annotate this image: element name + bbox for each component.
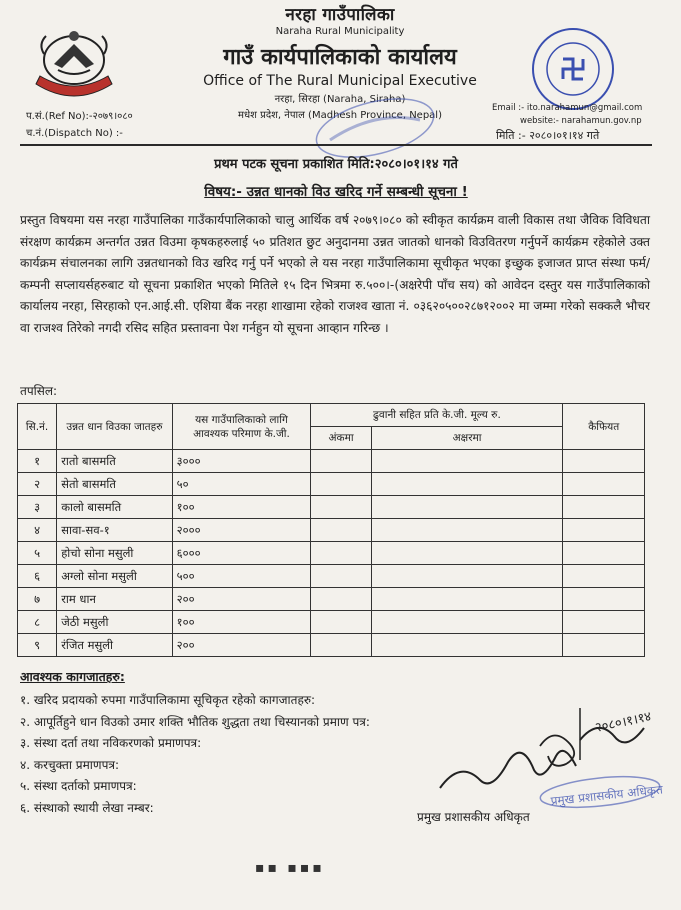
table-row — [18, 588, 645, 611]
svg-text:२०८०।१।१४: २०८०।१।१४ — [593, 709, 653, 736]
municipality-name-en: Naraha Rural Municipality — [275, 26, 405, 37]
table-row — [18, 565, 645, 588]
cell-price-figures[interactable] — [311, 634, 371, 657]
list-item: ३. संस्था दर्ता तथा नविकरणको प्रमाणपत्र: — [20, 736, 202, 750]
office-email: Email :- ito.narahamun@gmail.com — [492, 103, 643, 113]
cell-sn: २ — [18, 473, 57, 496]
col-header-quantity: यस गाउँपालिकाको लागि आवश्यक परिमाण के.जी. — [172, 404, 311, 450]
cell-remarks[interactable] — [563, 588, 645, 611]
cell-remarks[interactable] — [563, 519, 645, 542]
cell-variety: सावा-सव-१ — [57, 519, 172, 542]
municipality-name-np: नरहा गाउँपालिका — [285, 5, 395, 25]
list-item: ४. करचुक्ता प्रमाणपत्र: — [20, 757, 120, 772]
col-header-figures: अंकमा — [311, 427, 371, 450]
col-header-price: ढुवानी सहित प्रति के.जी. मूल्य रु. — [311, 404, 563, 427]
cell-price-words[interactable] — [371, 496, 563, 519]
cell-quantity: २०० — [172, 588, 311, 611]
cell-price-words[interactable] — [371, 519, 563, 542]
table-row — [18, 634, 645, 657]
cell-price-figures[interactable] — [311, 611, 371, 634]
cell-quantity: २०० — [172, 634, 311, 657]
table-row — [18, 542, 645, 565]
cell-sn: १ — [18, 450, 57, 473]
col-header-words: अक्षरमा — [371, 427, 563, 450]
cell-remarks[interactable] — [563, 634, 645, 657]
cell-variety: रातो बासमति — [57, 450, 172, 473]
cell-quantity: २००० — [172, 519, 311, 542]
cell-variety: कालो बासमति — [57, 496, 172, 519]
table-row — [18, 519, 645, 542]
cell-price-words[interactable] — [371, 542, 563, 565]
seed-requirement-table — [17, 403, 645, 657]
municipality-seal-icon — [530, 26, 616, 112]
office-name-en: Office of The Rural Municipal Executive — [203, 73, 477, 89]
publication-date-line: प्रथम पटक सूचना प्रकाशित मिति:२०८०।०१।१४ गते — [214, 157, 458, 172]
cell-price-words[interactable] — [371, 565, 563, 588]
notice-subject: विषय:- उन्नत धानको विउ खरिद गर्ने सम्बन्धी सूचना ! — [204, 184, 468, 200]
list-item: १. खरिद प्रदायको रुपमा गाउँपालिकामा सूचिकृत रहेको कागजातहरु: — [20, 693, 316, 707]
cell-remarks[interactable] — [563, 542, 645, 565]
cell-price-figures[interactable] — [311, 588, 371, 611]
office-name-np: गाउँ कार्यपालिकाको कार्यालय — [223, 45, 457, 70]
cell-quantity: ६००० — [172, 542, 311, 565]
table-row — [18, 496, 645, 519]
signatory-title: प्रमुख प्रशासकीय अधिकृत — [417, 810, 530, 824]
cell-price-figures[interactable] — [311, 542, 371, 565]
cell-variety: होचो सोना मसुली — [57, 542, 172, 565]
address-line-1: नरहा, सिरहा (Naraha, Siraha) — [274, 94, 406, 105]
cell-price-figures[interactable] — [311, 473, 371, 496]
required-documents-list — [20, 690, 370, 819]
cell-price-words[interactable] — [371, 588, 563, 611]
footer-marks: ▪▪ ▪▪▪ — [255, 860, 325, 876]
cell-price-figures[interactable] — [311, 565, 371, 588]
dispatch-number: च.नं.(Dispatch No) :- — [26, 128, 123, 139]
cell-remarks[interactable] — [563, 565, 645, 588]
address-line-2: मधेश प्रदेश, नेपाल (Madhesh Province, Nepal) — [238, 110, 442, 121]
table-header-row — [18, 404, 645, 427]
cell-quantity: ५०० — [172, 565, 311, 588]
cell-sn: ७ — [18, 588, 57, 611]
list-item: ६. संस्थाको स्थायी लेखा नम्बर: — [20, 800, 154, 815]
cell-sn: ४ — [18, 519, 57, 542]
cell-remarks[interactable] — [563, 473, 645, 496]
cell-variety: सेतो बासमति — [57, 473, 172, 496]
cell-sn: ५ — [18, 542, 57, 565]
cell-price-figures[interactable] — [311, 496, 371, 519]
list-item: ५. संस्था दर्ताको प्रमाणपत्र: — [20, 779, 137, 793]
cell-sn: ६ — [18, 565, 57, 588]
cell-remarks[interactable] — [563, 496, 645, 519]
cell-price-figures[interactable] — [311, 450, 371, 473]
cell-sn: ८ — [18, 611, 57, 634]
list-item: २. आपूर्तिहुने धान विउको उमार शक्ति भौतिक शुद्धता तथा चिस्यानको प्रमाण पत्र: — [20, 714, 370, 729]
table-row — [18, 473, 645, 496]
cell-price-words[interactable] — [371, 611, 563, 634]
cell-variety: राम धान — [57, 588, 172, 611]
table-row — [18, 450, 645, 473]
table-row — [18, 611, 645, 634]
required-documents-title: आवश्यक कागजातहरु: — [20, 669, 125, 684]
reference-number: प.सं.(Ref No):-२०७९।०८० — [26, 111, 133, 122]
cell-sn: ९ — [18, 634, 57, 657]
cell-price-figures[interactable] — [311, 519, 371, 542]
officer-signature — [430, 700, 670, 810]
details-label: तपसिल: — [20, 384, 58, 398]
cell-quantity: १०० — [172, 496, 311, 519]
cell-quantity: ५० — [172, 473, 311, 496]
cell-variety: रंजित मसुली — [57, 634, 172, 657]
notice-body: प्रस्तुत विषयमा यस नरहा गाउँपालिका गाउँकार्यपालिकाको चालु आर्थिक वर्ष २०७९।०८० को स्वीकृत कार्यक्रम वाली विकास तथा जैविक विविधता संरक्षण कार्यक्रम अन्तर्गत उन्नत विउमा कृषकहरुलाई ५० प्रतिशत छुट अनुदानमा उन्नत जातको धानको विउवितरण गर्नुपर्ने कार्यक्रम रहेकोले उक्त कार्यक्रम संचालनका लागि उन्नतधानको विउ खरिद गर्नु पर्ने भएको ले यस नरहा गाउँपालिकामा सूचीकृत भएका इच्छुक इजाजत प्राप्त संस्था फर्म/ कम्पनी सप्लायर्सहरुबाट यो सूचना प्रकाशित भएको मितिले १५ दिन भित्रमा रु.५००।-(अक्षरेपी पाँच सय) को आवेदन दस्तुर यस गाउँपालिकाको कार्यालय नरहा, सिरहाको एन.आई.सी. एशिया बैंक नरहा शाखामा रहेको राजश्व खाता नं. ०३६२०५००२८७१२००२ मा जम्मा गरेको सक्कलै भौचर वा राजश्व तिरेको नगदी रसिद सहित प्रस्तावना पेश गर्नहुन यो सूचना आव्हान गरिन्छ । — [20, 213, 650, 335]
header-divider — [20, 144, 652, 146]
cell-remarks[interactable] — [563, 450, 645, 473]
cell-sn: ३ — [18, 496, 57, 519]
cell-price-words[interactable] — [371, 634, 563, 657]
col-header-sn: सि.नं. — [18, 404, 57, 450]
cell-price-words[interactable] — [371, 473, 563, 496]
cell-price-words[interactable] — [371, 450, 563, 473]
cell-variety: जेठी मसुली — [57, 611, 172, 634]
col-header-variety: उन्नत धान विउका जातहरु — [57, 404, 172, 450]
nepal-emblem-icon — [28, 24, 120, 108]
col-header-remarks: कैफियत — [563, 404, 645, 450]
cell-quantity: १०० — [172, 611, 311, 634]
svg-text:प्रमुख प्रशासकीय अधिकृत: प्रमुख प्रशासकीय अधिकृत — [549, 782, 664, 809]
cell-remarks[interactable] — [563, 611, 645, 634]
office-website: website:- narahamun.gov.np — [520, 116, 642, 126]
letter-date: मिति :- २०८०।०१।१४ गते — [496, 129, 600, 142]
cell-variety: अग्लो सोना मसुली — [57, 565, 172, 588]
cell-quantity: ३००० — [172, 450, 311, 473]
